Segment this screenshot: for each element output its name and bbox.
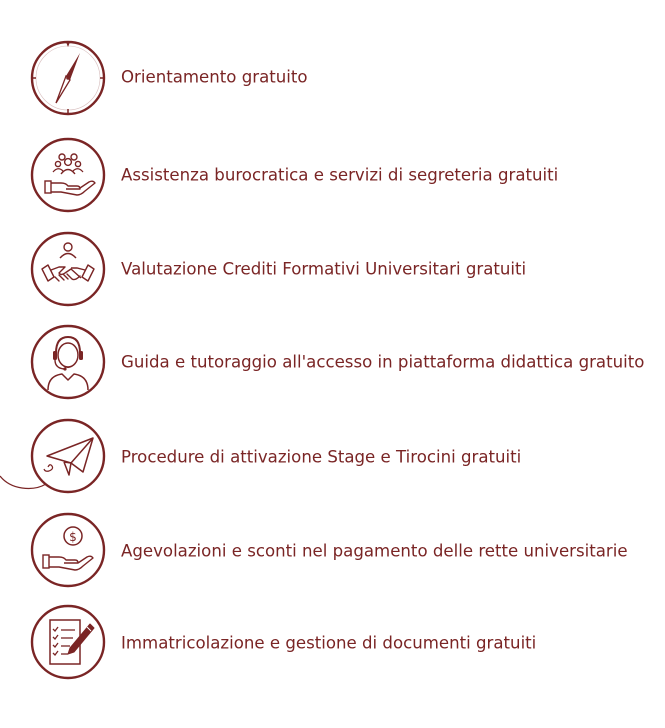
service-item-valutazione xyxy=(0,231,665,311)
service-label: Immatricolazione e gestione di documenti gratuiti xyxy=(121,633,537,653)
service-label: Agevolazioni e sconti nel pagamento delle rette universitarie xyxy=(121,541,628,561)
service-item-orientamento xyxy=(0,40,665,120)
service-label: Procedure di attivazione Stage e Tirocini gratuiti xyxy=(121,447,522,467)
flight-trail-decoration xyxy=(0,458,62,498)
service-label: Assistenza burocratica e servizi di segreteria gratuiti xyxy=(121,165,559,185)
service-label: Valutazione Crediti Formativi Universitari gratuiti xyxy=(121,259,527,279)
service-item-stage xyxy=(0,418,665,498)
checklist-pencil-icon xyxy=(30,604,106,680)
svg-text:$: $ xyxy=(69,530,77,544)
service-label: Guida e tutoraggio all'accesso in piattaforma didattica gratuito xyxy=(121,352,645,372)
compass-icon xyxy=(30,40,106,116)
service-item-assistenza xyxy=(0,137,665,217)
service-label: Orientamento gratuito xyxy=(121,67,308,87)
handshake-icon xyxy=(30,231,106,307)
service-item-guida xyxy=(0,324,665,404)
hand-with-coin-icon xyxy=(30,512,106,588)
service-item-immatricolazione xyxy=(0,604,665,684)
headset-operator-icon xyxy=(30,324,106,400)
hand-with-people-icon xyxy=(30,137,106,213)
service-item-agevolazioni xyxy=(0,512,665,592)
